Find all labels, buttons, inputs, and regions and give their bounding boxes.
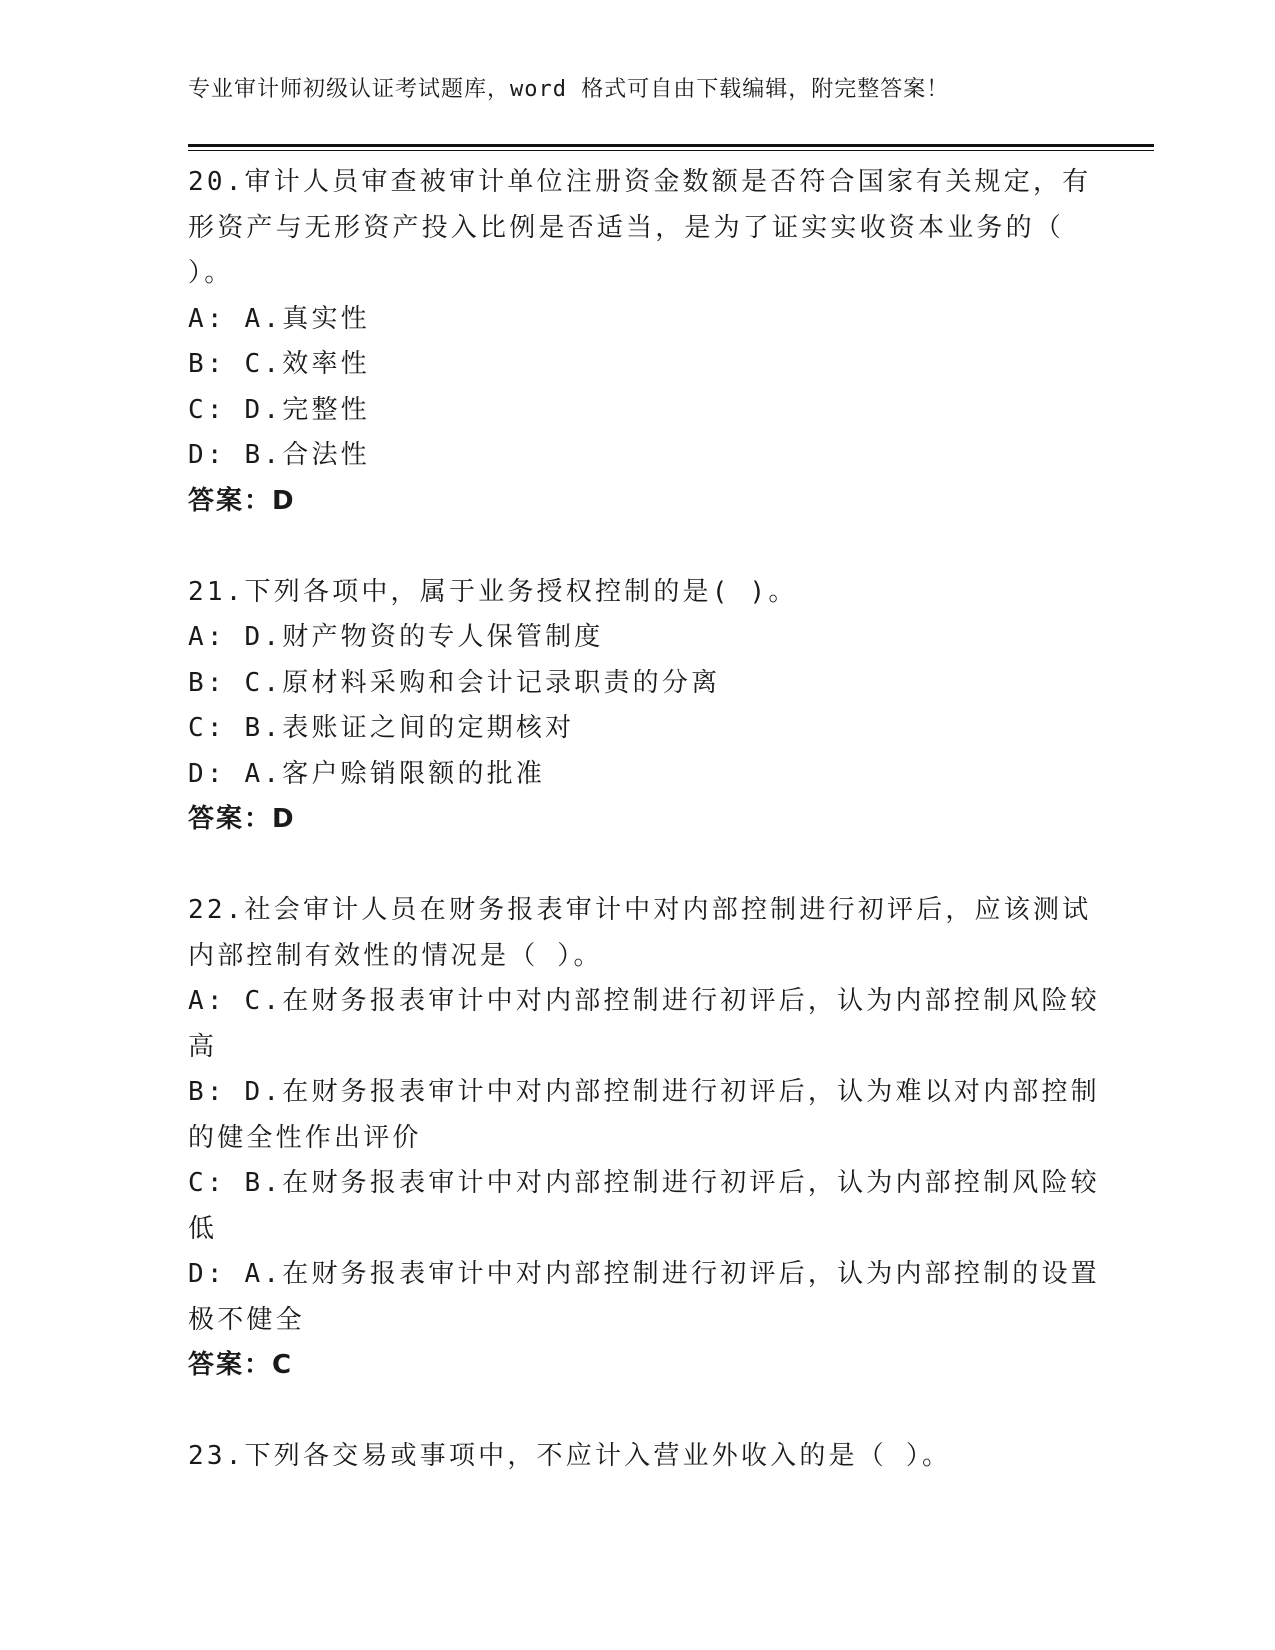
answer-label: 答案：C [188,1350,294,1380]
option-c: C: B.表账证之间的定期核对 [188,713,575,743]
question-20 [188,160,1092,524]
answer-label: 答案：D [188,485,296,516]
spacer [188,843,1088,889]
question-stem-line: 形资产与无形资产投入比例是否适当，是为了证实实收资本业务的（ [188,212,1065,243]
option-a: A: C.在财务报表审计中对内部控制进行初评后，认为内部控制风险较 [188,986,1100,1016]
option-c-continued: 低 [188,1213,218,1244]
option-b: B: C.原材料采购和会计记录职责的分离 [188,667,721,698]
option-a: A: A.真实性 [188,303,370,334]
option-d: D: B.合法性 [188,440,370,470]
question-stem-line: 20.审计人员审查被审计单位注册资金数额是否符合国家有关规定，有 [188,167,1092,197]
spacer [188,1389,1088,1435]
option-d: D: A.客户赊销限额的批准 [188,758,546,789]
question-list [188,160,1100,1480]
question-stem-line: 21.下列各项中，属于业务授权控制的是( )。 [188,576,798,607]
answer-label: 答案：D [188,804,296,834]
option-b-continued: 的健全性作出评价 [188,1122,422,1153]
spacer [188,524,1088,570]
option-a: A: D.财产物资的专人保管制度 [188,622,604,652]
option-b: B: C.效率性 [188,349,370,379]
option-c: C: D.完整性 [188,394,370,425]
option-c: C: B.在财务报表审计中对内部控制进行初评后，认为内部控制风险较 [188,1168,1100,1198]
header-rule-thick [188,144,1154,147]
question-stem-line: ）。 [188,258,234,288]
question-21 [188,570,1088,843]
question-stem-line: 内部控制有效性的情况是（ ）。 [188,940,603,971]
question-22 [188,888,1100,1389]
question-stem-line: 22.社会审计人员在财务报表审计中对内部控制进行初评后，应该测试 [188,895,1092,925]
question-23 [188,1434,1088,1480]
option-d-continued: 极不健全 [188,1304,305,1335]
option-a-continued: 高 [188,1031,218,1062]
option-d: D: A.在财务报表审计中对内部控制进行初评后，认为内部控制的设置 [188,1259,1100,1289]
page-header-title: 专业审计师初级认证考试题库，word 格式可自由下载编辑，附完整答案！ [188,77,950,102]
question-stem-line: 23.下列各交易或事项中，不应计入营业外收入的是（ ）。 [188,1441,952,1471]
option-b: B: D.在财务报表审计中对内部控制进行初评后，认为难以对内部控制 [188,1077,1100,1107]
header-rule-thin [188,150,1154,151]
